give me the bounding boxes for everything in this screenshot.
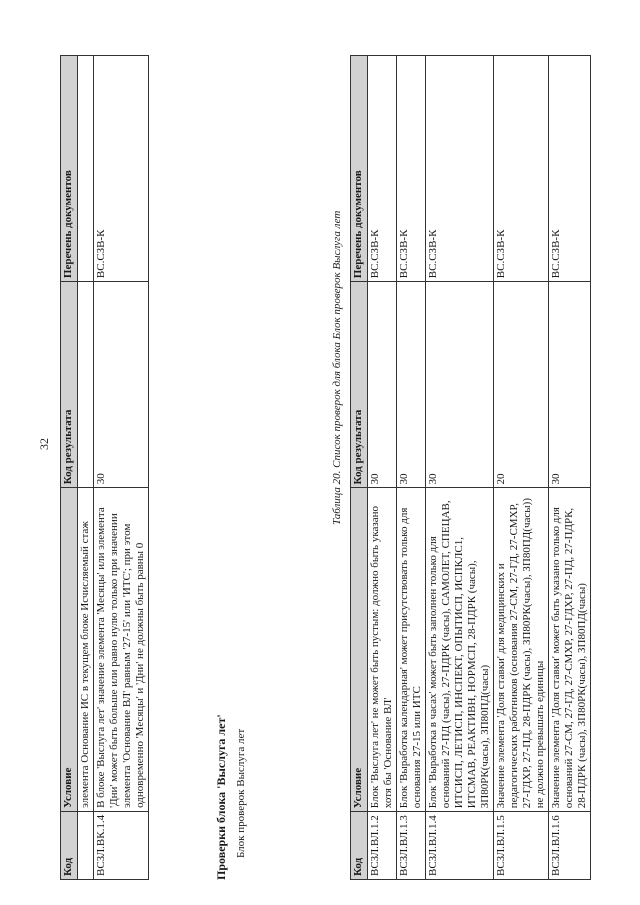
cell-result-code: 30: [549, 282, 591, 488]
cell-code: ВСЗЛ.ВЛ.1.6: [549, 812, 591, 880]
header-documents: Перечень документов: [61, 56, 78, 282]
header-code: Код: [351, 812, 368, 880]
cell-code: [78, 811, 94, 879]
header-condition: Условие: [351, 488, 368, 812]
cell-result-code: 20: [494, 282, 549, 488]
cell-result-code: 30: [426, 282, 494, 488]
cell-condition: Блок 'Выслуга лет' не может быть пустым: должно быть указано хотя бы 'Основание ВЛ': [368, 488, 397, 812]
cell-result-code: 30: [397, 282, 426, 488]
cell-documents: ВС.СЗВ-К: [549, 56, 591, 282]
cell-code: ВСЗЛ.ВЛ.1.5: [494, 812, 549, 880]
header-code: Код: [61, 811, 78, 879]
cell-code: ВСЗЛ.ВЛ.1.2: [368, 812, 397, 880]
table-row: [426, 56, 494, 880]
header-condition: Условие: [61, 488, 78, 812]
cell-result-code: 30: [94, 282, 149, 488]
table-row: [549, 56, 591, 880]
cell-documents: ВС.СЗВ-К: [494, 56, 549, 282]
header-result-code: Код результата: [351, 282, 368, 488]
cell-code: ВСЗЛ.ВЛ.1.3: [397, 812, 426, 880]
table-row: [78, 56, 94, 880]
table-row: [368, 56, 397, 880]
cell-condition: Блок 'Выработка в часах' может быть заполнен только для оснований 27-ПД (часы), 27-ПДРК (часы), САМОЛЕТ, СПЕЦАВ, ИТСИСП, ЛЕТИСП, ИНСПЕКТ, ОПЫТИСП, ИСПКЛС1, ИТСМАВ, РЕАКТИВН, НОРМСП, 28-ПДРК (часы), ЗП80РК(часы), ЗП80ПД(часы): [426, 488, 494, 812]
cell-code: ВСЗЛ.ВЛ.1.4: [426, 812, 494, 880]
table-header-row: [61, 56, 78, 880]
cell-condition: Значение элемента 'Доля ставки' может быть указано только для оснований 27-СМ, 27-ГД, 27-СМХР, 27-ГДХР, 27-ПД, 27-ПДРК, 28-ПДРК (часы), ЗП80РК(часы), ЗП80ПД(часы): [549, 488, 591, 812]
table-row: [94, 56, 149, 880]
cell-documents: [78, 56, 94, 282]
cell-documents: ВС.СЗВ-К: [94, 56, 149, 282]
cell-result-code: [78, 282, 94, 488]
cell-condition: Блок 'Выработка календарная' может присутствовать только для основания 27-15 или ИТС: [397, 488, 426, 812]
cell-condition: Значение элемента 'Доля ставки' для медицинских и педагогических работников (основания 27-СМ, 27-ГД, 27-СМХР, 27-ГДХР, 27-ПД, 28-ПДРК (часы), ЗП80РК(часы), ЗП80ПД(часы)) не должно превышать единицы: [494, 488, 549, 812]
cell-documents: ВС.СЗВ-К: [397, 56, 426, 282]
section-heading: Проверки блока 'Выслуга лет': [214, 714, 228, 880]
cell-result-code: 30: [368, 282, 397, 488]
table-length-of-service-checks: [350, 55, 591, 880]
page-number: 32: [37, 438, 51, 450]
block-subtitle: Блок проверок Выслуга лет: [235, 728, 247, 858]
table-row: [494, 56, 549, 880]
cell-code: ВСЗЛ.ВК.1.4: [94, 811, 149, 879]
rotated-page-content: [60, 35, 620, 880]
cell-condition: элемента Основание ИС в текущем блоке Исчисляемый стаж: [78, 488, 94, 812]
table-previous-checks: [60, 55, 149, 880]
cell-condition: В блоке 'Выслуга лет' значение элемента 'Месяцы' или элемента 'Дни' может быть больше или равно нулю только при значении элемента 'Основание ВЛ' равным '27-15' или 'ИТС'; при этом одновременно 'Месяцы' и 'Дни' не должны быть равны 0: [94, 488, 149, 812]
table-header-row: [351, 56, 368, 880]
cell-documents: ВС.СЗВ-К: [368, 56, 397, 282]
cell-documents: ВС.СЗВ-К: [426, 56, 494, 282]
table-row: [397, 56, 426, 880]
table-caption: Таблица 20. Список проверок для блока Блок проверок Выслуга лет: [331, 210, 343, 525]
header-result-code: Код результата: [61, 282, 78, 488]
header-documents: Перечень документов: [351, 56, 368, 282]
